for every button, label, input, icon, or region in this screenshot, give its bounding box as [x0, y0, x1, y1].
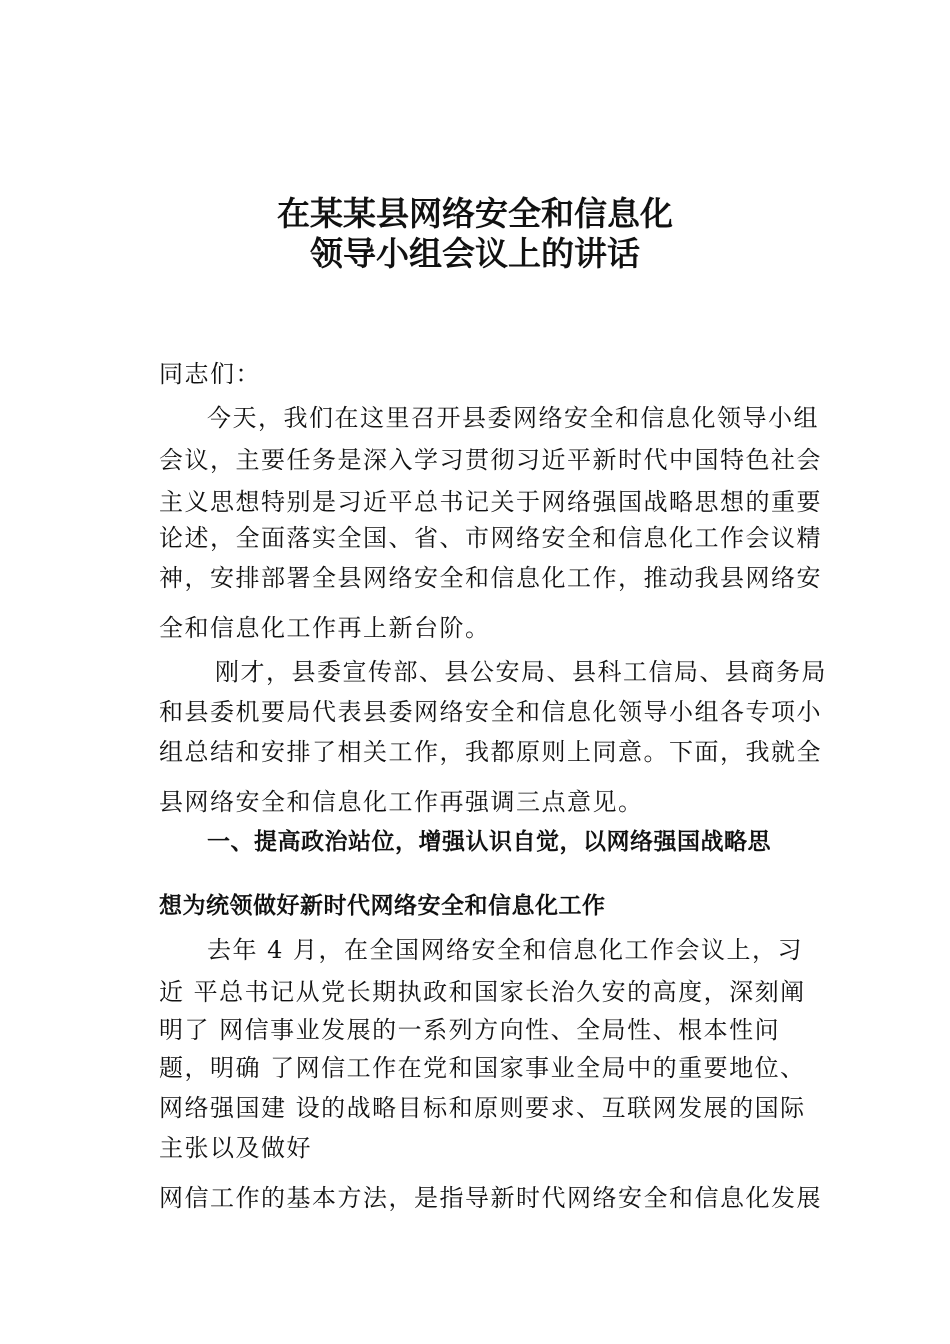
section-heading-line-2: 想为统领做好新时代网络安全和信息化工作 [159, 893, 606, 919]
paragraph-line: 去年 4 月，在全国网络安全和信息化工作会议上，习 [207, 936, 804, 964]
paragraph-line: 网信工作的基本方法，是指导新时代网络安全和信息化发展 [159, 1184, 822, 1212]
title-line-2: 领导小组会议上的讲话 [310, 234, 640, 273]
paragraph-line: 题，明确 了网信工作在党和国家事业全局中的重要地位、 [159, 1054, 806, 1082]
paragraph-line: 主张以及做好 [159, 1134, 312, 1162]
paragraph-line: 明了 网信事业发展的一系列方向性、全局性、根本性问 [159, 1016, 781, 1044]
paragraph-line: 组总结和安排了相关工作，我都原则上同意。下面，我就全 [159, 738, 822, 766]
paragraph-line: 神，安排部署全县网络安全和信息化工作，推动我县网络安 [159, 564, 822, 592]
paragraph-line: 主义思想特别是习近平总书记关于网络强国战略思想的重要 [159, 488, 822, 516]
title-line-1: 在某某县网络安全和信息化 [277, 194, 673, 233]
paragraph-line: 全和信息化工作再上新台阶。 [159, 614, 491, 642]
paragraph-line: 刚才，县委宣传部、县公安局、县科工信局、县商务局 [215, 658, 827, 686]
section-heading-line-1: 一、提高政治站位，增强认识自觉，以网络强国战略思 [207, 829, 771, 855]
paragraph-line: 会议，主要任务是深入学习贯彻习近平新时代中国特色社会 [159, 446, 822, 474]
paragraph-line: 近 平总书记从党长期执政和国家长治久安的高度，深刻阐 [159, 978, 806, 1006]
paragraph-line: 论述，全面落实全国、省、市网络安全和信息化工作会议精 [159, 524, 822, 552]
paragraph-line: 县网络安全和信息化工作再强调三点意见。 [159, 788, 644, 816]
salutation: 同志们： [159, 360, 261, 388]
paragraph-line: 网络强国建 设的战略目标和原则要求、互联网发展的国际 [159, 1094, 806, 1122]
paragraph-line: 今天，我们在这里召开县委网络安全和信息化领导小组 [207, 404, 819, 432]
paragraph-line: 和县委机要局代表县委网络安全和信息化领导小组各专项小 [159, 698, 822, 726]
